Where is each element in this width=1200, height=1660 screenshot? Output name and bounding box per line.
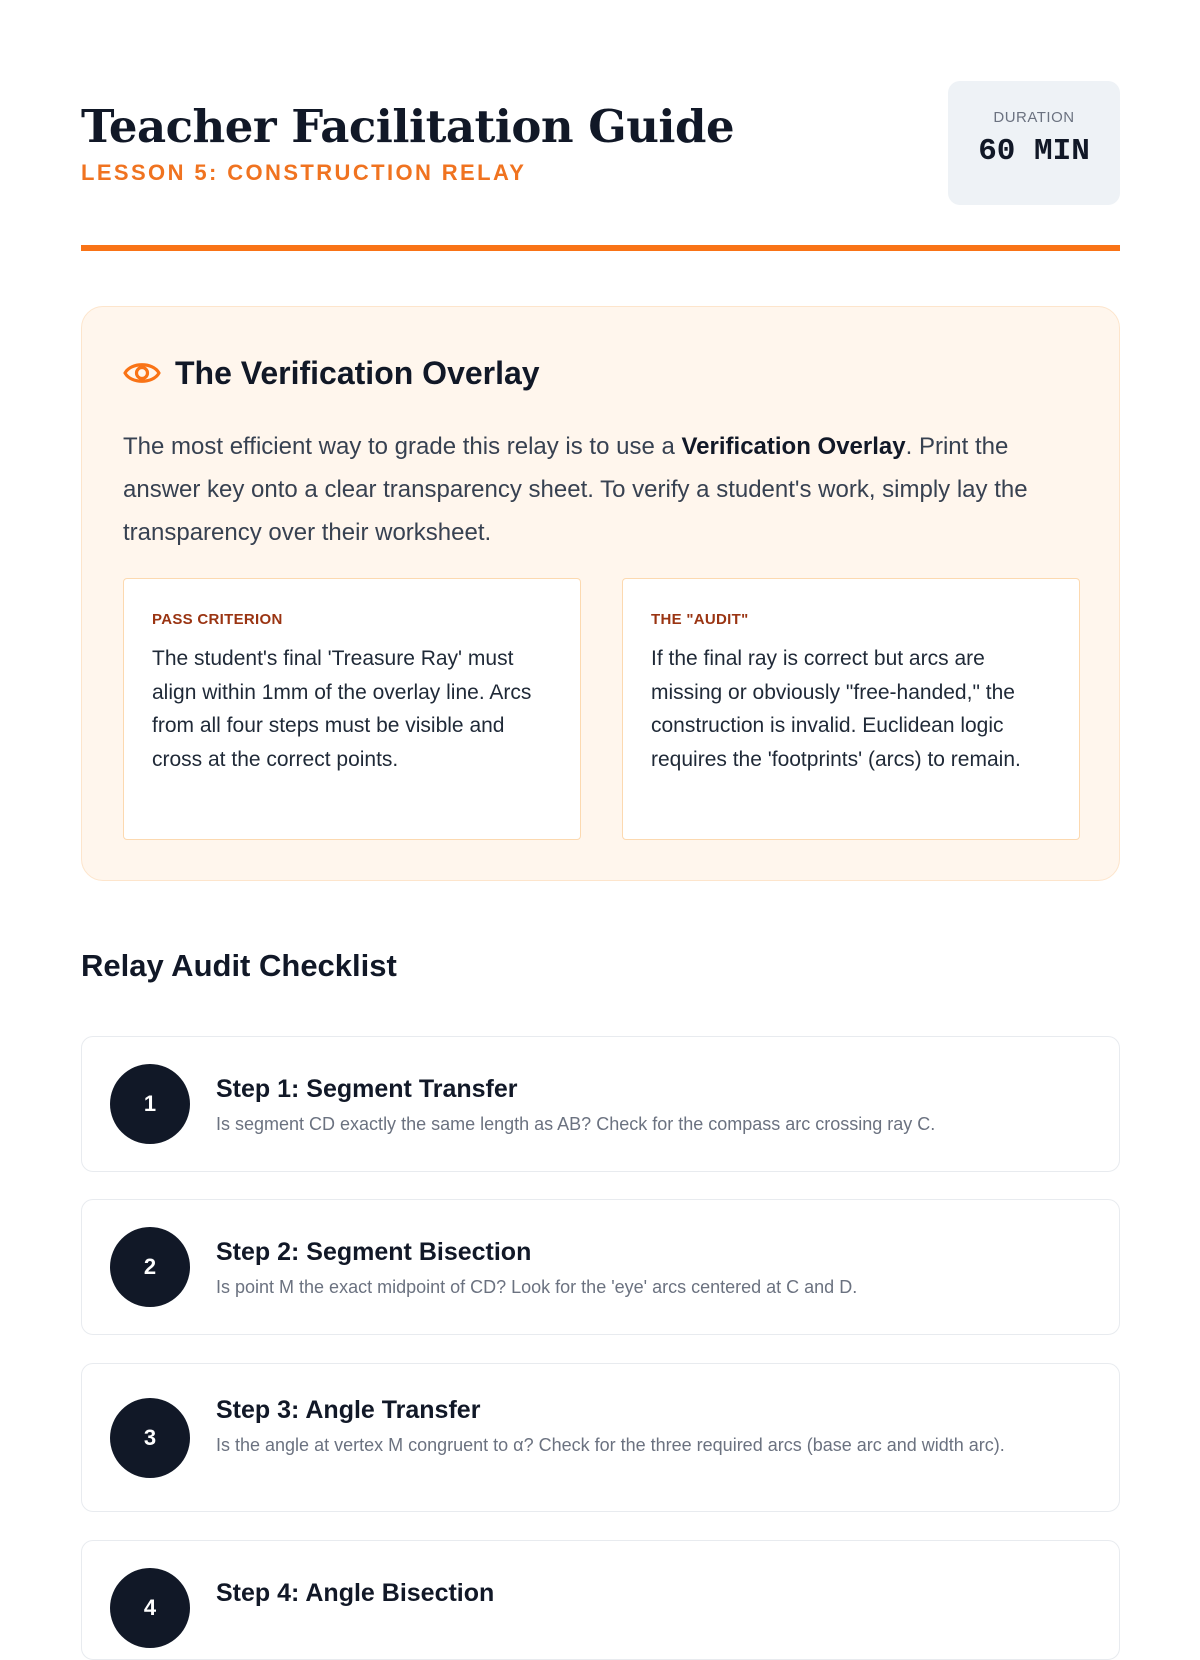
step-number-badge: 2 <box>110 1227 190 1307</box>
step-description: Is point M the exact midpoint of CD? Look for the 'eye' arcs centered at C and D. <box>216 1277 858 1297</box>
overlay-heading <box>123 351 540 395</box>
verification-overlay-card <box>81 306 1120 881</box>
step-number-badge: 3 <box>110 1398 190 1478</box>
checklist-step <box>81 1199 1120 1335</box>
step-title: Step 2: Segment Bisection <box>216 1238 532 1266</box>
step-description: Is the angle at vertex M congruent to α? Check for the three required arcs (base arc and width arc). <box>216 1435 1005 1455</box>
pass-criterion-text: The student's final 'Treasure Ray' must align within 1mm of the overlay line. Arcs from all four steps must be visible and cross at the correct points. <box>152 647 532 771</box>
step-title: Step 4: Angle Bisection <box>216 1579 495 1607</box>
checklist-step <box>81 1036 1120 1172</box>
pass-criterion-label: PASS CRITERION <box>152 611 283 628</box>
duration-badge <box>948 81 1120 205</box>
duration-value: 60 MIN <box>978 134 1090 169</box>
audit-label: THE "AUDIT" <box>651 611 749 628</box>
step-number-badge: 1 <box>110 1064 190 1144</box>
eye-icon <box>123 358 161 388</box>
checklist-step <box>81 1540 1120 1660</box>
lesson-subtitle: LESSON 5: CONSTRUCTION RELAY <box>81 160 527 185</box>
step-title: Step 1: Segment Transfer <box>216 1075 518 1103</box>
overlay-description <box>123 425 1083 554</box>
overlay-text-start: The most efficient way to grade this relay is to use a <box>123 433 682 460</box>
checklist-step <box>81 1363 1120 1512</box>
step-description: Is segment CD exactly the same length as AB? Check for the compass arc crossing ray C. <box>216 1114 936 1134</box>
overlay-text-end: . Print the answer key onto a clear transparency sheet. To verify a student's work, simply lay the transparency over their worksheet. <box>123 433 1028 546</box>
pass-criterion-box <box>123 578 581 840</box>
header-divider <box>81 245 1120 251</box>
duration-label: DURATION <box>993 109 1075 126</box>
overlay-text-bold: Verification Overlay <box>681 433 906 460</box>
step-title: Step 3: Angle Transfer <box>216 1396 481 1424</box>
overlay-title: The Verification Overlay <box>175 354 540 391</box>
audit-text: If the final ray is correct but arcs are missing or obviously "free-handed," the construction is invalid. Euclidean logic requires the 'footprints' (arcs) to remain. <box>651 647 1021 771</box>
checklist-title: Relay Audit Checklist <box>81 948 397 983</box>
audit-box <box>622 578 1080 840</box>
step-number-badge: 4 <box>110 1568 190 1648</box>
guide-page <box>81 0 1120 1620</box>
page-title: Teacher Facilitation Guide <box>81 100 735 153</box>
page-header <box>81 0 1120 252</box>
